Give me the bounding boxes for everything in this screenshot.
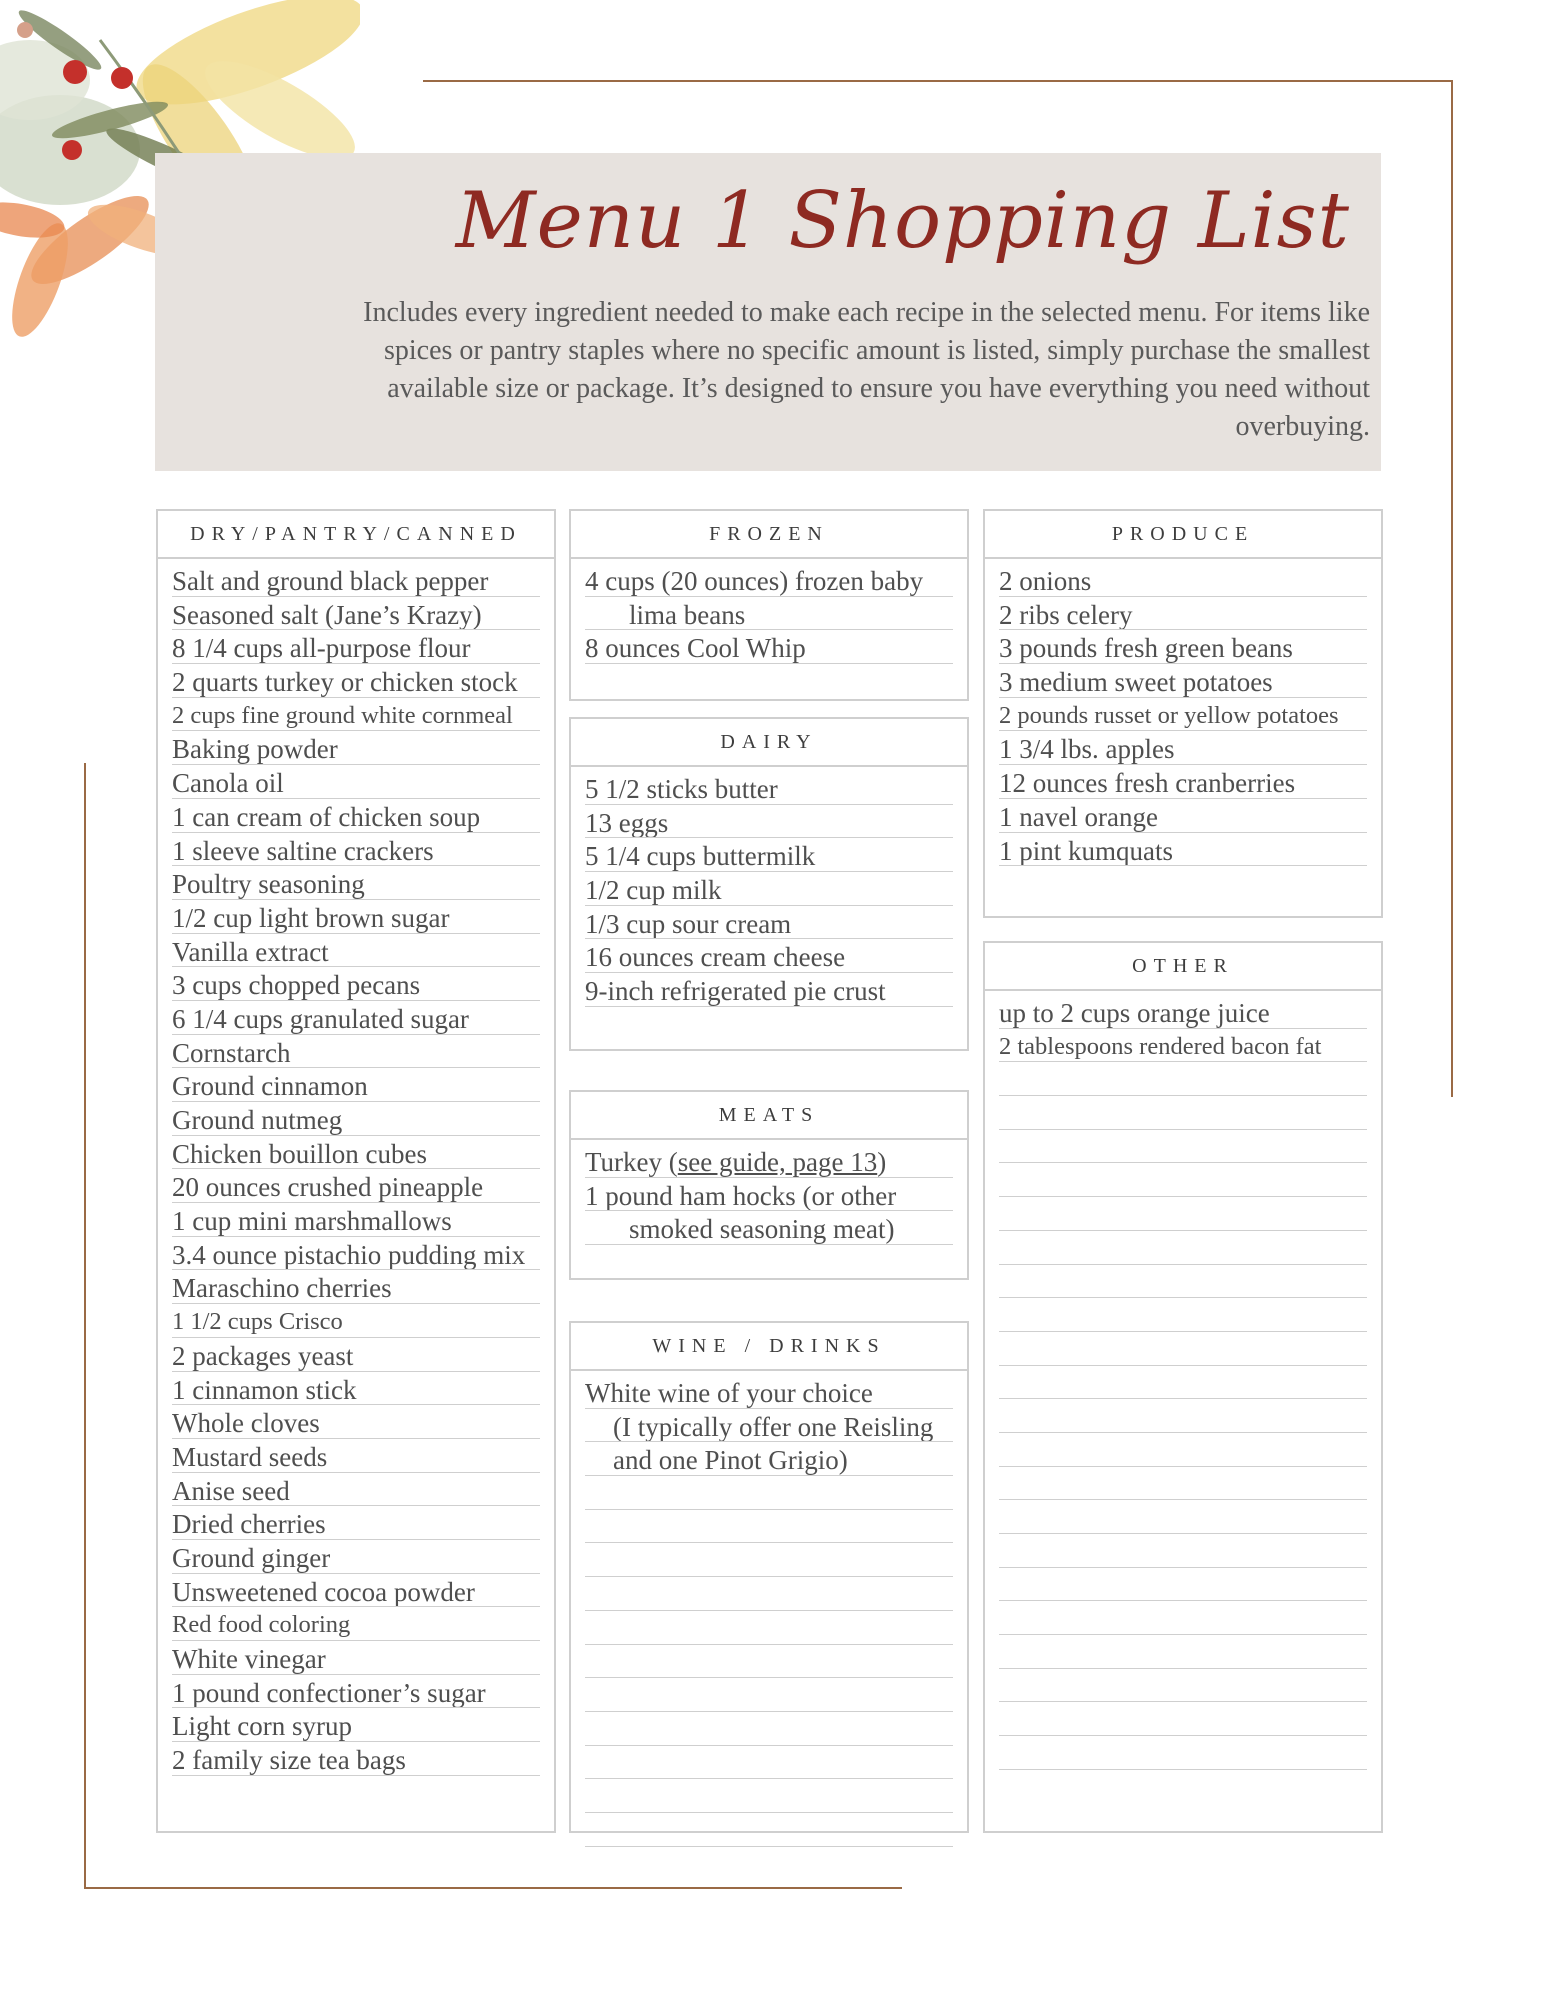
list-item: 8 1/4 cups all-purpose flour <box>172 630 540 664</box>
frame-bottom-line <box>84 1887 902 1889</box>
section-heading: DAIRY <box>571 719 967 767</box>
list-item: 3 cups chopped pecans <box>172 967 540 1001</box>
list-item: 1 pound confectioner’s sugar <box>172 1675 540 1709</box>
list-item: 5 1/2 sticks butter <box>585 771 953 805</box>
frame-right-line <box>1451 80 1453 1097</box>
list-item: 2 cups fine ground white cornmeal <box>172 698 540 732</box>
other-section <box>983 941 1383 1833</box>
list-item: 1 pint kumquats <box>999 833 1367 867</box>
list-item: White wine of your choice <box>585 1375 953 1409</box>
list-item: Red food coloring <box>172 1607 540 1641</box>
meats-section <box>569 1090 969 1280</box>
blank-line <box>585 1476 953 1510</box>
list-item: Vanilla extract <box>172 934 540 968</box>
list-item: lima beans <box>585 597 953 631</box>
blank-line <box>585 1678 953 1712</box>
list-item: (I typically offer one Reisling <box>585 1409 953 1443</box>
list-item: Ground nutmeg <box>172 1102 540 1136</box>
item-list <box>985 991 1381 1770</box>
list-item: Light corn syrup <box>172 1708 540 1742</box>
dry-pantry-section <box>156 509 556 1833</box>
list-item: 8 ounces Cool Whip <box>585 630 953 664</box>
list-item: Maraschino cherries <box>172 1270 540 1304</box>
blank-line <box>999 1399 1367 1433</box>
blank-line <box>585 1611 953 1645</box>
list-item: 1/3 cup sour cream <box>585 906 953 940</box>
item-list <box>571 1140 967 1245</box>
list-item: 1/2 cup milk <box>585 872 953 906</box>
blank-line <box>999 1062 1367 1096</box>
section-heading: DRY/PANTRY/CANNED <box>158 511 554 559</box>
list-item: White vinegar <box>172 1641 540 1675</box>
frozen-section <box>569 509 969 701</box>
blank-line <box>999 1163 1367 1197</box>
turkey-prefix: Turkey ( <box>585 1147 678 1177</box>
list-item: Dried cherries <box>172 1506 540 1540</box>
list-item: 1 pound ham hocks (or other <box>585 1178 953 1212</box>
blank-line <box>999 1500 1367 1534</box>
list-item: 1 navel orange <box>999 799 1367 833</box>
item-list <box>571 767 967 1007</box>
list-item: 1 cinnamon stick <box>172 1372 540 1406</box>
list-item: 1 cup mini marshmallows <box>172 1203 540 1237</box>
blank-line <box>999 1669 1367 1703</box>
blank-line <box>999 1601 1367 1635</box>
list-item: Ground cinnamon <box>172 1068 540 1102</box>
turkey-suffix: ) <box>877 1147 887 1177</box>
item-list <box>571 559 967 664</box>
blank-line <box>999 1265 1367 1299</box>
list-item: 1/2 cup light brown sugar <box>172 900 540 934</box>
list-item: 2 packages yeast <box>172 1338 540 1372</box>
section-heading: WINE / DRINKS <box>571 1323 967 1371</box>
item-list <box>158 559 554 1776</box>
section-heading: PRODUCE <box>985 511 1381 559</box>
list-item: 2 onions <box>999 563 1367 597</box>
list-item: up to 2 cups orange juice <box>999 995 1367 1029</box>
list-item: Ground ginger <box>172 1540 540 1574</box>
list-item: Chicken bouillon cubes <box>172 1136 540 1170</box>
frame-left-line <box>84 763 86 1889</box>
blank-line <box>585 1712 953 1746</box>
blank-line <box>999 1366 1367 1400</box>
list-item: 3 medium sweet potatoes <box>999 664 1367 698</box>
list-item: Canola oil <box>172 765 540 799</box>
blank-line <box>585 1543 953 1577</box>
blank-line <box>999 1635 1367 1669</box>
guide-link[interactable]: see guide, page 13 <box>677 1147 878 1177</box>
list-item: 1 1/2 cups Crisco <box>172 1304 540 1338</box>
produce-section <box>983 509 1383 918</box>
list-item: 4 cups (20 ounces) frozen baby <box>585 563 953 597</box>
list-item: Salt and ground black pepper <box>172 563 540 597</box>
blank-line <box>585 1645 953 1679</box>
blank-line <box>585 1779 953 1813</box>
blank-line <box>585 1813 953 1847</box>
blank-line <box>585 1510 953 1544</box>
list-item: 3 pounds fresh green beans <box>999 630 1367 664</box>
page-title: Menu 1 Shopping List <box>455 176 1350 266</box>
section-heading: FROZEN <box>571 511 967 559</box>
frame-top-line <box>423 80 1453 82</box>
blank-line <box>999 1231 1367 1265</box>
list-item: 12 ounces fresh cranberries <box>999 765 1367 799</box>
list-item: 6 1/4 cups granulated sugar <box>172 1001 540 1035</box>
wine-drinks-section <box>569 1321 969 1833</box>
blank-line <box>999 1736 1367 1770</box>
list-item: Cornstarch <box>172 1035 540 1069</box>
item-list <box>571 1371 967 1847</box>
blank-line <box>999 1130 1367 1164</box>
list-item: 3.4 ounce pistachio pudding mix <box>172 1237 540 1271</box>
blank-line <box>999 1298 1367 1332</box>
list-item: Unsweetened cocoa powder <box>172 1574 540 1608</box>
blank-line <box>999 1467 1367 1501</box>
list-item: 20 ounces crushed pineapple <box>172 1169 540 1203</box>
list-item: and one Pinot Grigio) <box>585 1442 953 1476</box>
section-heading: MEATS <box>571 1092 967 1140</box>
blank-line <box>999 1568 1367 1602</box>
list-item: 1 sleeve saltine crackers <box>172 833 540 867</box>
blank-line <box>585 1746 953 1780</box>
blank-line <box>999 1702 1367 1736</box>
list-item: 1 3/4 lbs. apples <box>999 731 1367 765</box>
list-item: Baking powder <box>172 731 540 765</box>
list-item <box>585 1144 953 1178</box>
list-item: Seasoned salt (Jane’s Krazy) <box>172 597 540 631</box>
list-item: 9-inch refrigerated pie crust <box>585 973 953 1007</box>
item-list <box>985 559 1381 866</box>
list-item: 5 1/4 cups buttermilk <box>585 838 953 872</box>
list-item: Poultry seasoning <box>172 866 540 900</box>
list-item: 2 ribs celery <box>999 597 1367 631</box>
list-item: Whole cloves <box>172 1405 540 1439</box>
blank-line <box>999 1433 1367 1467</box>
list-item: Mustard seeds <box>172 1439 540 1473</box>
dairy-section <box>569 717 969 1051</box>
blank-line <box>585 1577 953 1611</box>
blank-line <box>999 1096 1367 1130</box>
intro-text: Includes every ingredient needed to make each recipe in the selected menu. For items like spices or pantry staples where no specific amount is listed, simply purchase the smallest available size or package. It’s designed to ensure you have everything you need without overbuying. <box>363 297 1370 442</box>
blank-line <box>999 1332 1367 1366</box>
list-item: 2 quarts turkey or chicken stock <box>172 664 540 698</box>
list-item: 1 can cream of chicken soup <box>172 799 540 833</box>
blank-line <box>999 1534 1367 1568</box>
blank-line <box>999 1197 1367 1231</box>
section-heading: OTHER <box>985 943 1381 991</box>
list-item: Anise seed <box>172 1473 540 1507</box>
list-item: 16 ounces cream cheese <box>585 939 953 973</box>
list-item: 2 family size tea bags <box>172 1742 540 1776</box>
list-item: smoked seasoning meat) <box>585 1211 953 1245</box>
list-item: 2 tablespoons rendered bacon fat <box>999 1029 1367 1063</box>
list-item: 2 pounds russet or yellow potatoes <box>999 698 1367 732</box>
list-item: 13 eggs <box>585 805 953 839</box>
